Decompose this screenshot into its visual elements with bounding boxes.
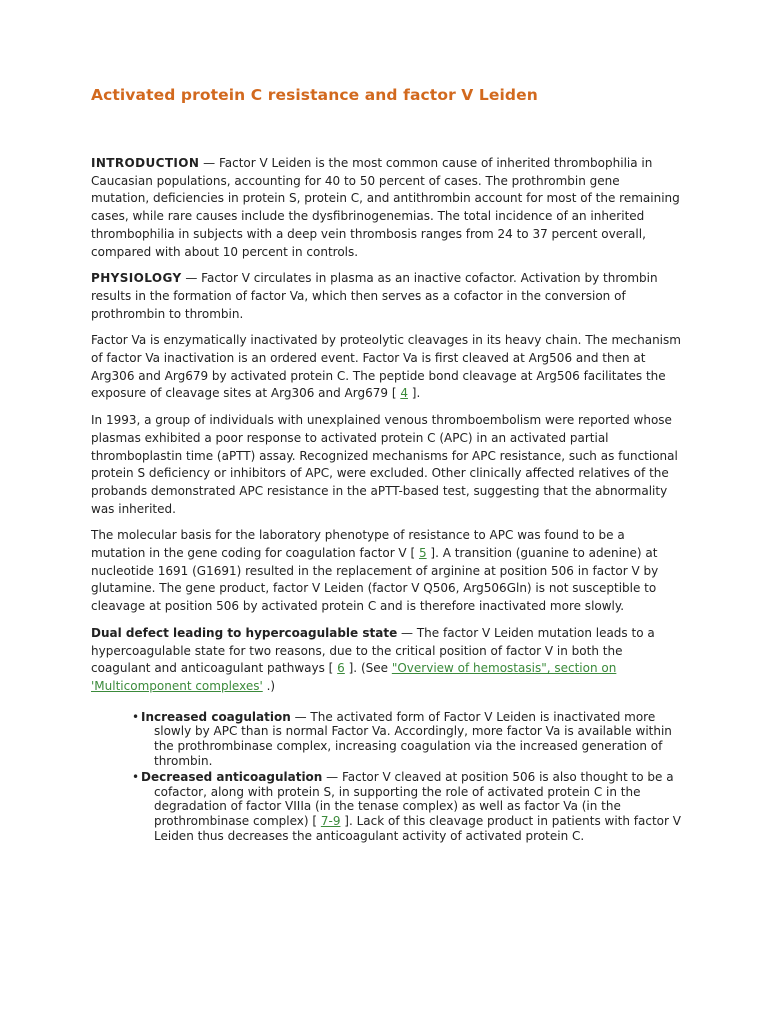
bullet-icon: • (132, 769, 140, 784)
reference-link-6[interactable]: 6 (337, 661, 345, 676)
bullet-text: — Factor V cleaved at position 506 is also thought to be a cofactor, along with protein S, in supporting the role of activated protein C in the degradation of factor VIIIa (in the tenase complex) as well as factor Va (in the prothrombinase complex) [ (154, 769, 674, 829)
dual-defect-text-2: ]. (See (344, 661, 392, 676)
bullet-text: — The activated form of Factor V Leiden is inactivated more slowly by APC than is normal Factor Va. Accordingly, more factor Va is available within the prothrombinase complex, increasing coagulation via the increased generation of thrombin. (154, 709, 672, 769)
apc-history-paragraph (91, 412, 681, 518)
reference-link-4[interactable]: 4 (400, 386, 408, 401)
dual-defect-paragraph (91, 625, 681, 696)
dual-defect-text-3: .) (262, 678, 276, 693)
document-body (91, 155, 681, 845)
list-item (127, 710, 681, 769)
molecular-basis-paragraph (91, 527, 681, 616)
subsection-heading-dual-defect: Dual defect leading to hypercoagulable state (91, 625, 398, 640)
factor-va-end: ]. (407, 386, 421, 401)
molecular-text-1: The molecular basis for the laboratory phenotype of resistance to APC was found to be a mutation in the gene coding for coagulation factor V [ (91, 528, 625, 561)
apc-history-text: In 1993, a group of individuals with unexplained venous thromboembolism were reported whose plasmas exhibited a poor response to activated protein C (APC) in an activated partial thromboplastin time (aPTT) assay. Recognized mechanisms for APC resistance, such as functional protein S deficiency or inhibitors of APC, were excluded. Other clinically affected relatives of the probands demonstrated APC resistance in the aPTT-based test, suggesting that the abnormality was inherited. (91, 413, 678, 516)
mechanism-bullet-list (91, 710, 681, 844)
reference-link-7-9[interactable]: 7-9 (320, 814, 341, 829)
bullet-icon: • (132, 709, 140, 724)
bullet-text-end: ]. Lack of this cleavage product in patients with factor V Leiden thus decreases the anticoagulant activity of activated protein C. (154, 814, 681, 844)
hemostasis-overview-link[interactable]: "Overview of hemostasis", section on 'Multicomponent complexes' (91, 661, 617, 693)
bullet-lead: Increased coagulation (141, 709, 291, 724)
introduction-paragraph (91, 155, 681, 261)
factor-va-paragraph (91, 332, 681, 403)
physiology-paragraph (91, 270, 681, 323)
list-item (127, 770, 681, 844)
section-heading-physiology: PHYSIOLOGY (91, 271, 182, 286)
document-title: Activated protein C resistance and factor V Leiden (91, 86, 538, 104)
section-heading-introduction: INTRODUCTION (91, 156, 200, 170)
bullet-lead: Decreased anticoagulation (141, 769, 323, 784)
introduction-text: — Factor V Leiden is the most common cause of inherited thrombophilia in Caucasian populations, accounting for 40 to 50 percent of cases. The prothrombin gene mutation, deficiencies in protein S, protein C, and antithrombin account for most of the remaining cases, while rare causes include the dysfibrinogenemias. The total incidence of an inherited thrombophilia in subjects with a deep vein thrombosis ranges from 24 to 37 percent overall, compared with about 10 percent in controls. (91, 156, 680, 259)
reference-link-5[interactable]: 5 (418, 546, 427, 561)
dual-defect-text-1: — The factor V Leiden mutation leads to a hypercoagulable state for two reasons, due to the critical position of factor V in both the coagulant and anticoagulant pathways [ (91, 625, 655, 676)
physiology-text: — Factor V circulates in plasma as an inactive cofactor. Activation by thrombin results in the formation of factor Va, which then serves as a cofactor in the conversion of prothrombin to thrombin. (91, 271, 658, 321)
factor-va-text: Factor Va is enzymatically inactivated by proteolytic cleavages in its heavy chain. The mechanism of factor Va inactivation is an ordered event. Factor Va is first cleaved at Arg506 and then at Arg306 and Arg679 by activated protein C. The peptide bond cleavage at Arg506 facilitates the exposure of cleavage sites at Arg306 and Arg679 [ (91, 333, 681, 401)
molecular-text-2: ]. A transition (guanine to adenine) at nucleotide 1691 (G1691) resulted in the replacement of arginine at position 506 in factor V by glutamine. The gene product, factor V Leiden (factor V Q506, Arg506Gln) is not susceptible to cleavage at position 506 by activated protein C and is therefore inactivated more slowly. (91, 546, 659, 614)
